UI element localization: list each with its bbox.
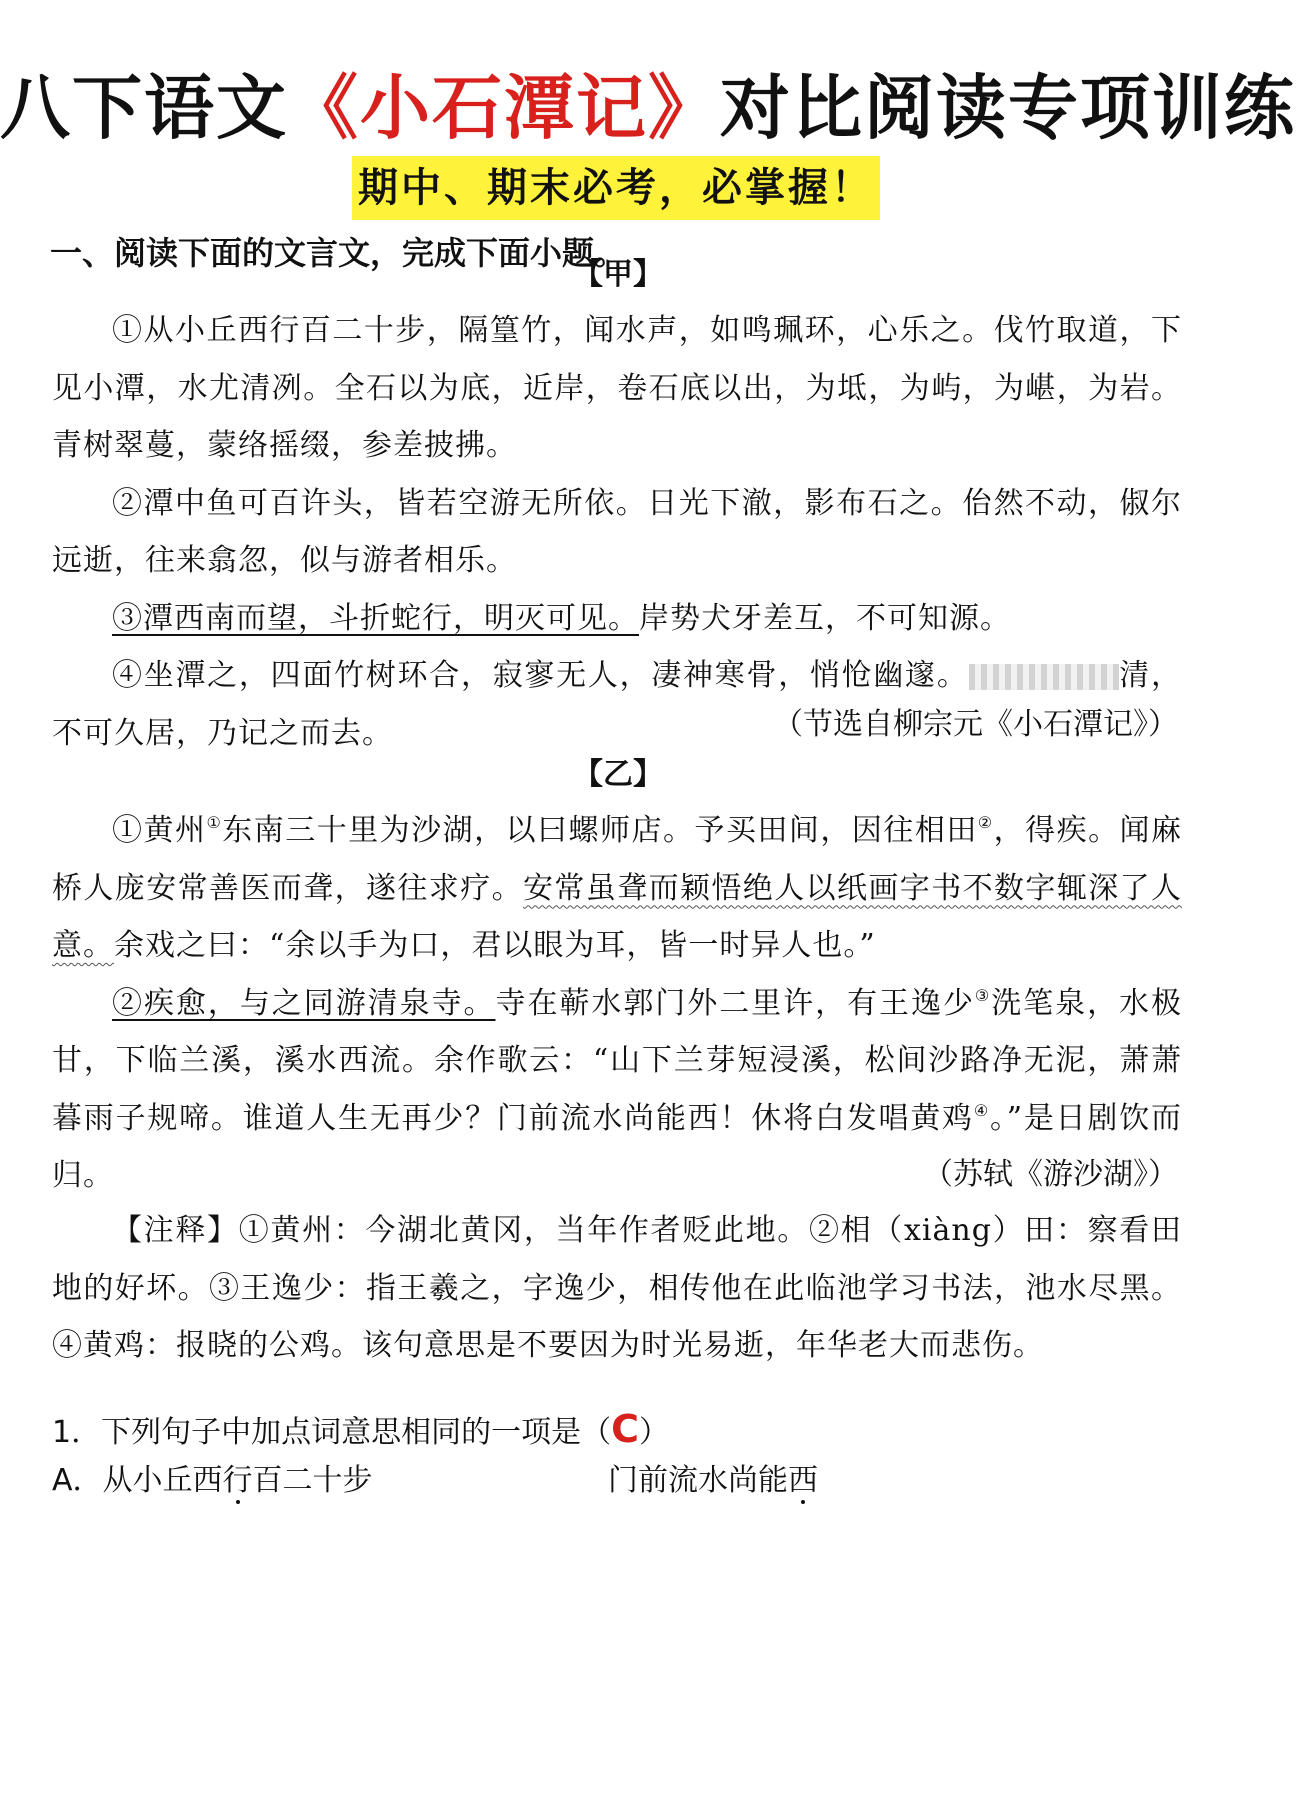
question-1: 1．下列句子中加点词意思相同的一项是（C） [52,1407,669,1451]
passage-b-text [52,802,1182,1205]
passage-a-paragraph-1: ①从小丘西行百二十步，隔篁竹，闻水声，如鸣珮环，心乐之。伐竹取道，下见小潭，水尤清冽。全石以为底，近岸，卷石底以出，为坻，为屿，为嵁，为岩。青树翠蔓，蒙络摇缀，参差披拂。 [52,313,1182,463]
passage-b-paragraph-2: ②疾愈，与之同游清泉寺。寺在蕲水郭门外二里许，有王逸少③洗笔泉，水极甘，下临兰溪，溪水西流。余作歌云：“山下兰芽短浸溪，松间沙路净无泥，萧萧暮雨子规啼。谁道人生无再少？门前流水尚能西！休将白发唱黄鸡④。”是日剧饮而归。 [52,985,1183,1193]
dotted-character: 行 [222,1463,253,1498]
section-heading: 一、阅读下面的文言文，完成下面小题。 [50,234,627,272]
passage-a-paragraph-4: ④坐潭之，四面竹树环合，寂寥无人，凄神寒骨，悄怆幽邃。 清，不可久居，乃记之而去。 [52,658,1183,751]
underlined-sentence: ③潭西南而望，斗折蛇行，明灭可见。 [112,600,639,636]
passage-a-paragraph-2: ②潭中鱼可百许头，皆若空游无所依。日光下澈，影布石之。佁然不动，俶尔远逝，往来翕忽，似与游者相乐。 [52,485,1182,578]
passage-b-label: 【乙】 [573,757,663,792]
notes-paragraph: 【注释】①黄州：今湖北黄冈，当年作者贬此地。②相（xiàng）田：察看田地的好坏。③王逸少：指王羲之，字逸少，相传他在此临池学习书法，池水尽黑。④黄鸡：报晓的公鸡。该句意思是不要因为时光易逝，年华老大而悲伤。 [52,1213,1182,1363]
underlined-sentence: ②疾愈，与之同游清泉寺。 [112,985,496,1021]
note-ref: ② [977,813,994,832]
title-book-name: 《小石潭记》 [288,67,720,149]
passage-a-source: （节选自柳宗元《小石潭记》） [773,707,1178,742]
option-a-left: A．从小丘西行百二十步 [52,1463,373,1498]
answer-mark: C [611,1407,639,1451]
note-ref: ④ [973,1100,990,1120]
title-prefix: 八下语文 [0,67,288,149]
note-ref: ③ [974,985,992,1005]
passage-b-paragraph-1: ①黄州①东南三十里为沙湖，以曰螺师店。予买田间，因往相田②，得疾。闻麻桥人庞安常善医而聋，遂往求疗。安常虽聋而颖悟绝人以纸画字书不数字辄深了人意。余戏之曰：“余以手为口，君以眼为耳，皆一时异人也。” [52,813,1183,963]
page-title [0,52,1296,153]
blurred-watermark [969,664,1119,690]
wavy-underlined-sentence: 安常虽聋而颖悟绝人以纸画字书不数字辄深了人意。 [52,870,1182,963]
highlight-banner: 期中、期末必考，必掌握！ [352,156,880,220]
passage-a-label: 【甲】 [573,257,663,292]
dotted-character: 西 [788,1463,818,1498]
note-ref: ① [206,813,223,832]
passage-b-source: （苏轼《游沙湖》） [923,1157,1178,1192]
passage-a-text [52,302,1182,762]
title-suffix: 对比阅读专项训练 [720,67,1296,149]
passage-a-paragraph-3: ③潭西南而望，斗折蛇行，明灭可见。岸势犬牙差互，不可知源。 [112,600,1011,636]
option-a-right: 门前流水尚能西 [608,1463,818,1498]
annotations [52,1202,1182,1375]
